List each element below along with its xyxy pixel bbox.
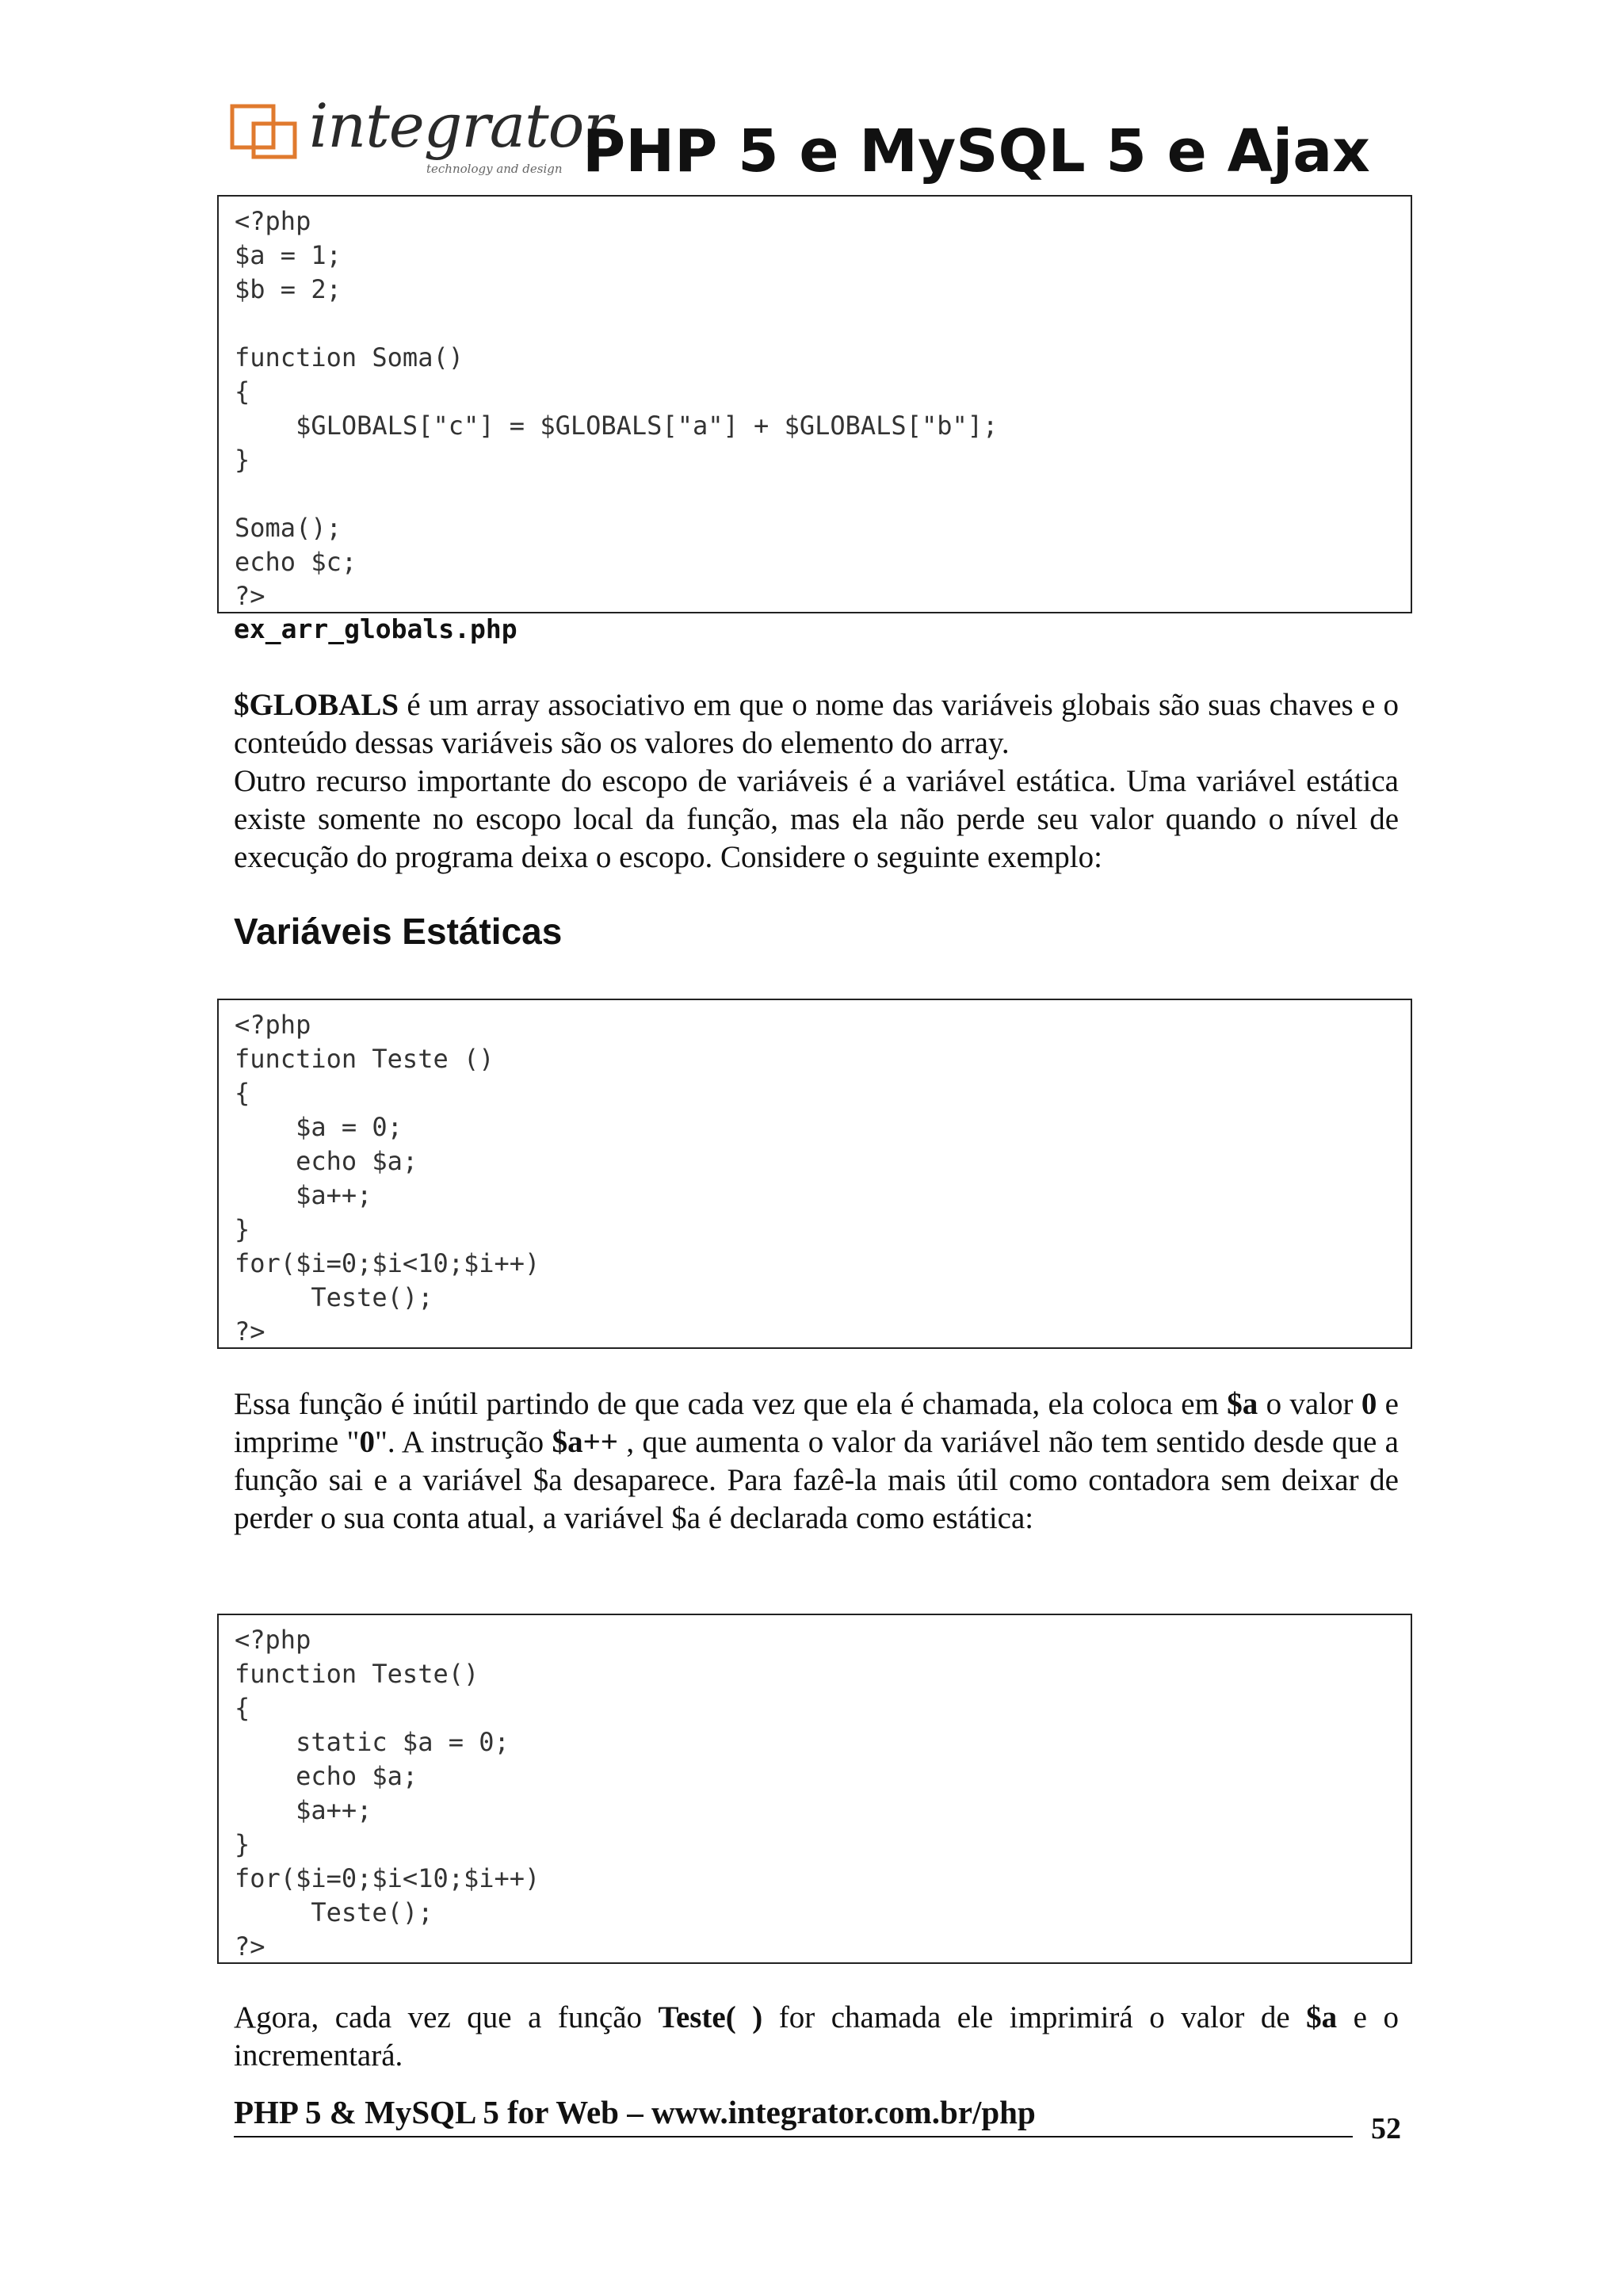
section-heading: Variáveis Estáticas: [234, 911, 563, 952]
paragraph-text: Agora, cada vez que a função: [234, 2000, 659, 2034]
footer-divider: [234, 2136, 1353, 2137]
bold-term: 0: [1361, 1387, 1377, 1421]
bold-term: $a: [1227, 1387, 1258, 1421]
footer-text: PHP 5 & MySQL 5 for Web – www.integrator.com.br/php: [234, 2094, 1036, 2130]
paragraph-conclusion: [234, 1999, 1399, 2075]
code-listing: <?php $a = 1; $b = 2; function Soma() { $GLOBALS["c"] = $GLOBALS["a"] + $GLOBALS["b"]; } Soma(); echo $c; ?>: [235, 206, 999, 611]
paragraph-explanation: [234, 1385, 1399, 1538]
paragraph-text: e imprime ": [234, 1387, 1399, 1459]
paragraph-text: , que aumenta o valor da variável não tem sentido desde que a função sai e a variável $a desaparece. Para fazê-la mais útil como contadora sem deixar de perder o sua conta atual, a variável $a é declarada como estática:: [234, 1425, 1399, 1535]
logo-wordmark: integrator: [309, 90, 612, 161]
paragraph-text: é um array associativo em que o nome das variáveis globais são suas chaves e o conteúdo dessas variáveis são os valores do elemento do array.: [234, 688, 1399, 760]
logo-tagline: technology and design: [426, 162, 563, 176]
integrator-logo: [230, 90, 612, 182]
bold-term: $a++: [552, 1425, 619, 1459]
code-listing: <?php function Teste () { $a = 0; echo $a; $a++; } for($i=0;$i<10;$i++) Teste(); ?>: [235, 1010, 540, 1347]
bold-term: 0: [359, 1425, 375, 1459]
code-listing: <?php function Teste() { static $a = 0; echo $a; $a++; } for($i=0;$i<10;$i++) Teste(); ?>: [235, 1625, 540, 1962]
paragraph-text: Essa função é inútil partindo de que cada vez que ela é chamada, ela coloca em: [234, 1387, 1228, 1421]
paragraph-text: ". A instrução: [374, 1425, 552, 1459]
logo-squares-icon: [230, 95, 306, 166]
code-block-teste: [217, 999, 1412, 1349]
code-filename: ex_arr_globals.php: [234, 613, 517, 644]
bold-term: $a: [1306, 2000, 1338, 2034]
code-block-static: [217, 1614, 1412, 1964]
bold-term: Teste( ): [658, 2000, 763, 2034]
page-title: PHP 5 e MySQL 5 e Ajax: [582, 117, 1370, 185]
paragraph-text: e o incrementará.: [234, 2000, 1399, 2073]
paragraph-text: o valor: [1258, 1387, 1361, 1421]
paragraph-static-intro: Outro recurso importante do escopo de variáveis é a variável estática. Uma variável estática existe somente no escopo local da função, mas ela não perde seu valor quando o nível de execução do programa deixa o escopo. Considere o seguinte exemplo:: [234, 764, 1399, 874]
paragraph-globals: [234, 686, 1399, 762]
code-block-globals: [217, 195, 1412, 613]
bold-term: $GLOBALS: [234, 688, 399, 722]
page-number: 52: [1371, 2112, 1401, 2145]
paragraph-text: for chamada ele imprimirá o valor de: [762, 2000, 1307, 2034]
